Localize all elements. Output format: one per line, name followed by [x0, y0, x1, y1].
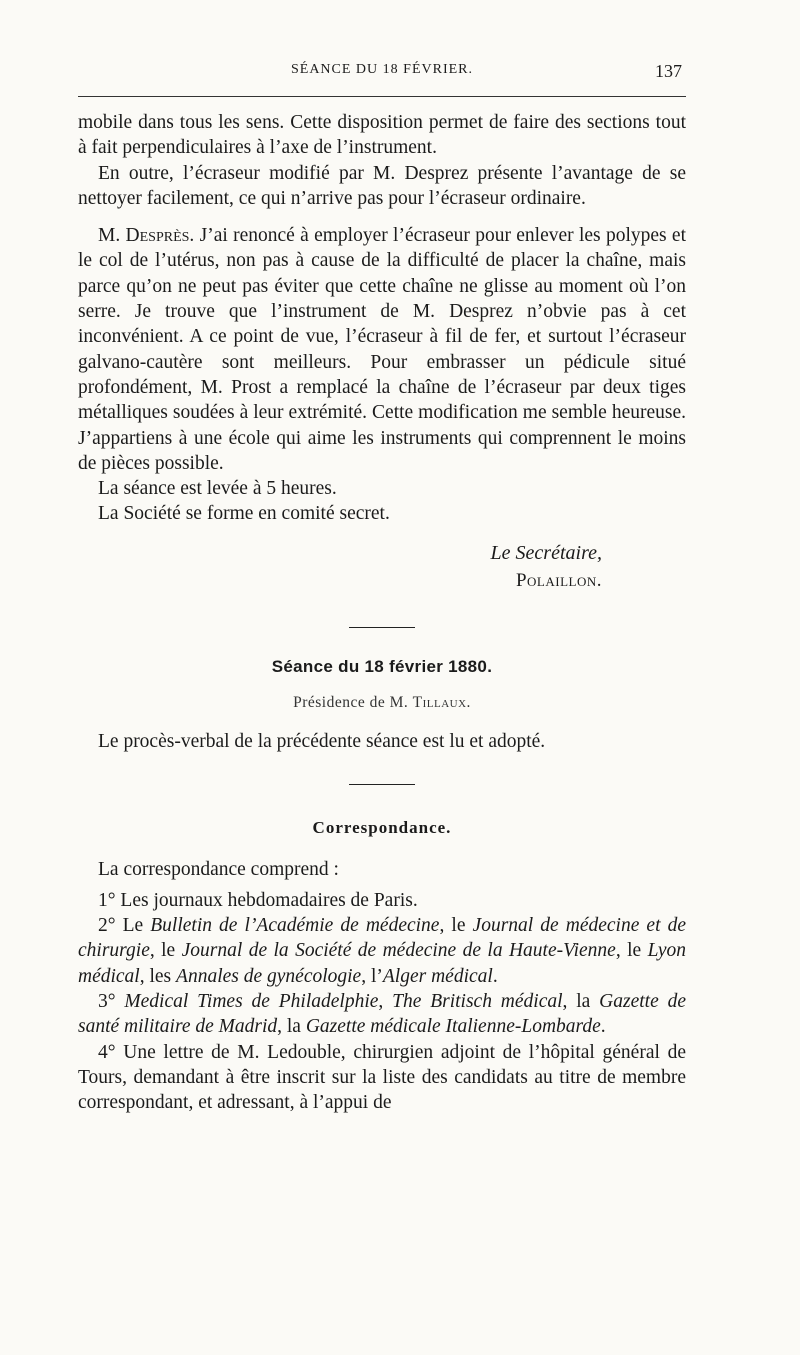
item-text: , — [378, 991, 393, 1013]
paragraph: En outre, l’écraseur modifié par M. Desprez présente l’avantage de se nettoyer facilement, ce qui n’arrive pas pour l’écraseur ordinaire. — [78, 162, 686, 209]
signature — [78, 541, 686, 594]
item-text: , le — [149, 940, 182, 962]
presidence-suffix: . — [466, 693, 471, 711]
header-rule — [78, 96, 686, 97]
presidence-name: Tillaux — [412, 693, 467, 711]
correspondance-title: Correspondance. — [312, 818, 452, 838]
journal-title: Journal de médecine et de chirurgie — [78, 915, 686, 962]
item-text: 3° — [98, 991, 125, 1013]
section-divider — [349, 784, 415, 785]
page-body — [78, 110, 686, 1116]
minutes-paragraph: Le procès-verbal de la précédente séance est lu et adopté. — [98, 730, 546, 752]
page-header — [78, 62, 686, 86]
journal-title: Annales de gynécologie — [176, 965, 362, 987]
presidence-line — [78, 690, 686, 715]
journal-title: Journal de la Société de médecine de la Haute-Vienne — [181, 940, 616, 962]
page-number: 137 — [655, 61, 682, 81]
journal-title: Gazette médicale Italienne-Lombarde — [305, 1016, 601, 1038]
signature-name: Polaillon. — [515, 570, 602, 592]
journal-title: Bulletin de l’Académie de médecine — [150, 915, 440, 937]
item-text: . — [600, 1016, 606, 1038]
journal-title: Medical Times de Philadelphie — [124, 991, 379, 1013]
paragraph: La séance est levée à 5 heures. — [98, 478, 337, 500]
item-text: , le — [439, 915, 473, 937]
paragraph-text: . J’ai renoncé à employer l’écraseur pour enlever les polypes et le col de l’utérus, non pas à cause de la difficulté de placer la chaîne, mais parce qu’on ne peut pas éviter que cette chaîne ne glisse au moment où l’on serre. Je trouve que l’instrument de M. Desprez n’obvie pas à cet inconvénient. A ce point de vue, l’écraseur à fil de fer, et surtout l’écraseur galvano-cautère sont meilleurs. Pour embrasser un pédicule situé profondément, M. Prost a remplacé la chaîne de l’écraseur par deux tiges métalliques soudées à leur extrémité. Cette modification me semble heureuse. J’appartiens à une école qui aime les instruments qui comprennent le moins de pièces possible. — [78, 225, 686, 474]
speaker-prefix: M. — [98, 225, 126, 247]
correspondance-item-3 — [78, 989, 686, 1040]
item-text: , le — [615, 940, 648, 962]
signature-role: Le Secrétaire, — [490, 541, 602, 564]
section-divider — [349, 627, 415, 628]
item-text: , les — [139, 965, 177, 987]
correspondance-intro: La correspondance comprend : — [98, 858, 339, 880]
journal-title: Lyon médical — [78, 940, 687, 987]
item-text: , la — [562, 991, 600, 1013]
presidence-prefix: Présidence de M. — [293, 693, 413, 711]
item-text: . — [492, 965, 498, 987]
paragraph: La Société se forme en comité secret. — [98, 503, 390, 525]
item-text: 2° Le — [98, 915, 151, 937]
seance-title: Séance du 18 février 1880. — [271, 657, 493, 677]
running-title: SÉANCE DU 18 FÉVRIER. — [290, 62, 473, 77]
journal-title: The Britisch médical — [392, 991, 563, 1013]
speaker-name: Desprès — [125, 225, 190, 247]
paragraph-desprès — [78, 223, 686, 476]
journal-title: Alger médical — [382, 965, 493, 987]
correspondance-item-1: 1° Les journaux hebdomadaires de Paris. — [98, 889, 418, 911]
paragraph: mobile dans tous les sens. Cette disposition permet de faire des sections tout à fait perpendiculaires à l’axe de l’instrument. — [78, 112, 686, 159]
correspondance-item-2 — [78, 913, 686, 989]
item-text: , la — [277, 1016, 306, 1038]
correspondance-item-4: 4° Une lettre de M. Ledouble, chirurgien adjoint de l’hôpital général de Tours, demandant à être inscrit sur la liste des candidats au titre de membre correspondant, et adressant, à l’appui de — [78, 1041, 686, 1114]
journal-title: Gazette de santé militaire de Madrid — [78, 991, 686, 1038]
item-text: , l’ — [361, 965, 383, 987]
